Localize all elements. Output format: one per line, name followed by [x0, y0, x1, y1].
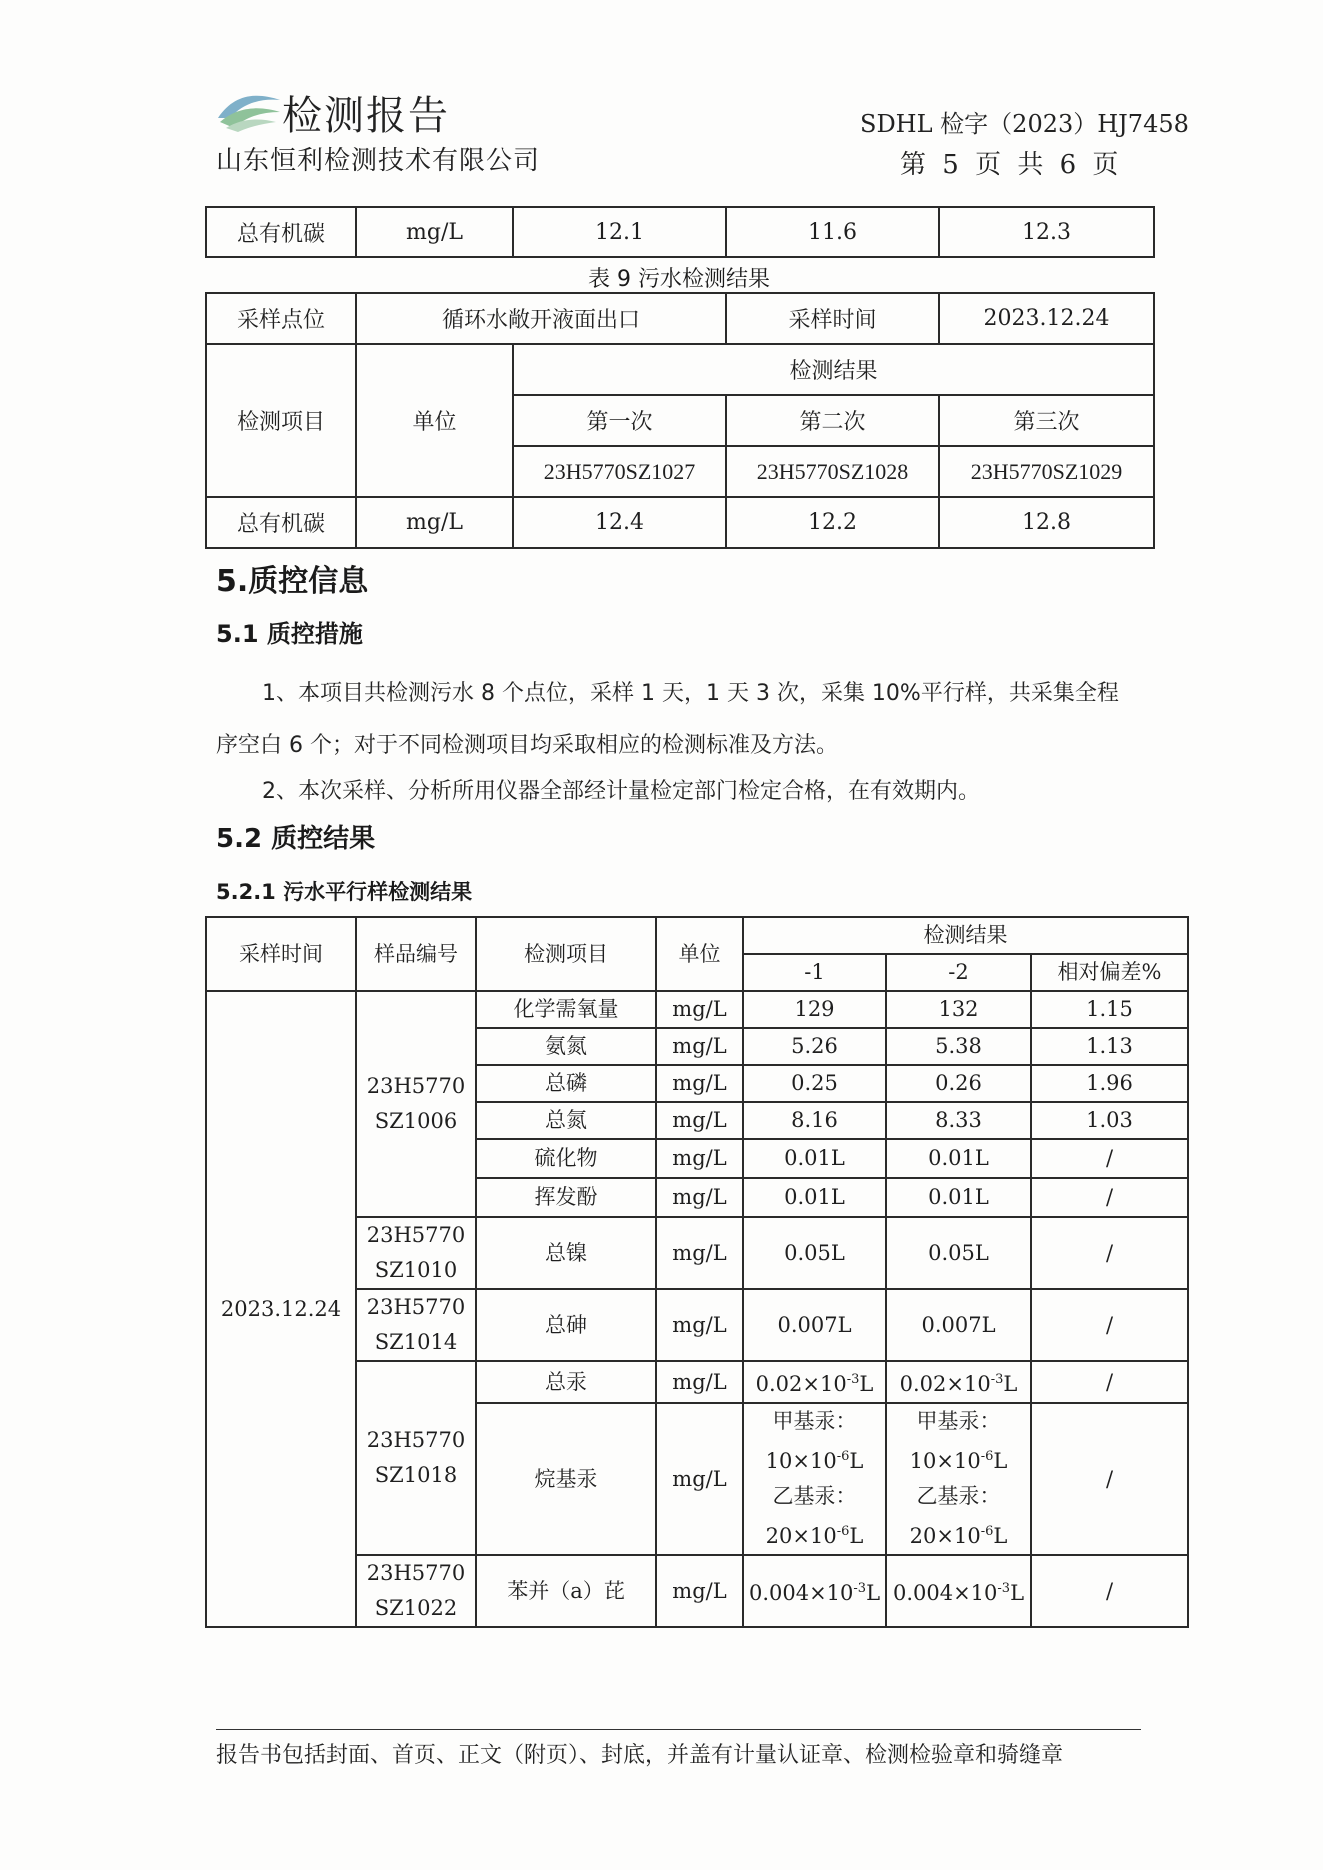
- sample-id-cell: [356, 1217, 476, 1289]
- document-number: SDHL 检字（2023）HJ7458: [860, 110, 1189, 138]
- value-cell: 12.1: [513, 207, 726, 257]
- unit-cell: mg/L: [656, 991, 743, 1028]
- item-cell: 总磷: [476, 1065, 656, 1102]
- value-cell: 0.05L: [743, 1217, 886, 1289]
- value-cell: 5.26: [743, 1028, 886, 1065]
- value-part: 0.02×10: [755, 1372, 847, 1396]
- deviation-cell: /: [1031, 1139, 1188, 1178]
- table9-caption: 表 9 污水检测结果: [588, 267, 770, 292]
- sample-id-part: 23H5770: [366, 1074, 466, 1098]
- value-part: L: [849, 1449, 864, 1473]
- exponent: -6: [836, 1449, 850, 1464]
- value-cell: 5.38: [886, 1028, 1031, 1065]
- deviation-cell: /: [1031, 1555, 1188, 1627]
- previous-table-tail: [205, 206, 1155, 258]
- value-part: L: [993, 1524, 1008, 1548]
- sample-id-part: SZ1022: [374, 1596, 458, 1620]
- item-cell: 化学需氧量: [476, 991, 656, 1028]
- value-cell: 12.8: [939, 497, 1154, 548]
- unit-cell: mg/L: [356, 207, 513, 257]
- paragraph-line: 1、本项目共检测污水 8 个点位，采样 1 天，1 天 3 次，采集 10%平行样，共采集全程: [262, 681, 1119, 706]
- value-cell: 0.01L: [886, 1178, 1031, 1217]
- header-cell: 样品编号: [356, 917, 476, 991]
- deviation-cell: 1.15: [1031, 991, 1188, 1028]
- footer-note: 报告书包括封面、首页、正文（附页）、封底，并盖有计量认证章、检测检验章和骑缝章: [216, 1743, 1064, 1768]
- item-cell: 烷基汞: [476, 1403, 656, 1555]
- sample-id-part: 23H5770: [366, 1428, 466, 1452]
- qc-parallel-table: [205, 916, 1189, 1628]
- unit-cell: mg/L: [656, 1361, 743, 1403]
- value-part: L: [1010, 1581, 1025, 1605]
- exponent: -3: [997, 1581, 1011, 1596]
- item-cell: 总汞: [476, 1361, 656, 1403]
- item-cell: 苯并（a）芘: [476, 1555, 656, 1627]
- value-cell: 0.007L: [743, 1289, 886, 1361]
- value-part: L: [849, 1524, 864, 1548]
- exponent: -6: [980, 1449, 994, 1464]
- paragraph-line: 2、本次采样、分析所用仪器全部经计量检定部门检定合格，在有效期内。: [262, 779, 980, 804]
- sample-id-part: 23H5770: [366, 1295, 466, 1319]
- table-row: [206, 293, 1154, 344]
- table-row: [206, 991, 1188, 1028]
- table-row: [206, 207, 1154, 257]
- value-cell: 8.16: [743, 1102, 886, 1139]
- item-cell: 总砷: [476, 1289, 656, 1361]
- sample-id-cell: [356, 1361, 476, 1555]
- point-label: 采样点位: [206, 293, 356, 344]
- value-cell: 0.01L: [886, 1139, 1031, 1178]
- round-header: 第二次: [726, 395, 939, 446]
- value-part: 20×10: [909, 1524, 981, 1548]
- deviation-cell: /: [1031, 1361, 1188, 1403]
- unit-cell: mg/L: [656, 1139, 743, 1178]
- value-cell: 0.01L: [743, 1178, 886, 1217]
- item-cell: 挥发酚: [476, 1178, 656, 1217]
- unit-cell: mg/L: [656, 1065, 743, 1102]
- header-cell: 检测项目: [476, 917, 656, 991]
- deviation-cell: /: [1031, 1403, 1188, 1555]
- item-cell: 总有机碳: [206, 497, 356, 548]
- value-cell: 12.2: [726, 497, 939, 548]
- value-part: L: [993, 1449, 1008, 1473]
- unit-cell: mg/L: [656, 1217, 743, 1289]
- sample-id: 23H5770SZ1028: [726, 446, 939, 497]
- table-row: [206, 344, 1154, 395]
- sample-id-part: 23H5770: [366, 1561, 466, 1585]
- page-number: 第 5 页 共 6 页: [900, 150, 1123, 180]
- sample-id: 23H5770SZ1029: [939, 446, 1154, 497]
- value-label: 乙基汞：: [772, 1484, 857, 1508]
- deviation-cell: /: [1031, 1289, 1188, 1361]
- subsubsection-heading: 5.2.1 污水平行样检测结果: [216, 880, 473, 904]
- item-cell: 总氮: [476, 1102, 656, 1139]
- header-cell: 相对偏差%: [1031, 954, 1188, 991]
- value-part: 10×10: [909, 1449, 981, 1473]
- unit-header: 单位: [356, 344, 513, 497]
- value-part: 20×10: [765, 1524, 837, 1548]
- paragraph-line: 序空白 6 个；对于不同检测项目均采取相应的检测标准及方法。: [216, 733, 838, 758]
- value-label: 甲基汞：: [772, 1409, 857, 1433]
- sample-id-cell: [356, 991, 476, 1217]
- item-cell: 硫化物: [476, 1139, 656, 1178]
- subsection-heading: 5.2 质控结果: [216, 824, 376, 854]
- value-part: L: [859, 1372, 874, 1396]
- round-header: 第三次: [939, 395, 1154, 446]
- unit-cell: mg/L: [656, 1028, 743, 1065]
- value-cell: [886, 1555, 1031, 1627]
- item-cell: 氨氮: [476, 1028, 656, 1065]
- item-cell: 总镍: [476, 1217, 656, 1289]
- header-cell: -1: [743, 954, 886, 991]
- unit-cell: mg/L: [656, 1403, 743, 1555]
- exponent: -6: [836, 1524, 850, 1539]
- sample-id-part: SZ1006: [374, 1109, 458, 1133]
- value-cell: 129: [743, 991, 886, 1028]
- company-logo: [216, 88, 282, 132]
- value-cell: 11.6: [726, 207, 939, 257]
- sample-id-cell: [356, 1555, 476, 1627]
- value-cell: 12.4: [513, 497, 726, 548]
- value-cell: 0.26: [886, 1065, 1031, 1102]
- value-part: 0.02×10: [899, 1372, 991, 1396]
- footer-divider: [216, 1729, 1141, 1730]
- report-title: 检测报告: [282, 93, 450, 139]
- value-cell: [886, 1403, 1031, 1555]
- deviation-cell: /: [1031, 1178, 1188, 1217]
- result-header: 检测结果: [513, 344, 1154, 395]
- value-cell: [886, 1361, 1031, 1403]
- value-cell: 0.05L: [886, 1217, 1031, 1289]
- value-cell: 132: [886, 991, 1031, 1028]
- value-cell: [743, 1555, 886, 1627]
- sample-id-part: 23H5770: [366, 1223, 466, 1247]
- value-cell: 12.3: [939, 207, 1154, 257]
- item-cell: 总有机碳: [206, 207, 356, 257]
- value-part: 10×10: [765, 1449, 837, 1473]
- unit-cell: mg/L: [656, 1102, 743, 1139]
- exponent: -3: [846, 1372, 860, 1387]
- value-cell: 8.33: [886, 1102, 1031, 1139]
- unit-cell: mg/L: [356, 497, 513, 548]
- unit-cell: mg/L: [656, 1555, 743, 1627]
- sample-id-part: SZ1018: [374, 1463, 458, 1487]
- sample-id-part: SZ1014: [374, 1330, 458, 1354]
- value-cell: 0.01L: [743, 1139, 886, 1178]
- sample-id-cell: [356, 1289, 476, 1361]
- value-part: 0.004×10: [892, 1581, 998, 1605]
- value-cell: [743, 1361, 886, 1403]
- value-part: L: [1003, 1372, 1018, 1396]
- header-cell: 检测结果: [743, 917, 1188, 954]
- deviation-cell: 1.96: [1031, 1065, 1188, 1102]
- deviation-cell: 1.03: [1031, 1102, 1188, 1139]
- deviation-cell: /: [1031, 1217, 1188, 1289]
- unit-cell: mg/L: [656, 1178, 743, 1217]
- header-cell: 单位: [656, 917, 743, 991]
- time-label: 采样时间: [726, 293, 939, 344]
- table9: [205, 292, 1155, 549]
- company-name: 山东恒利检测技术有限公司: [216, 146, 541, 176]
- unit-cell: mg/L: [656, 1289, 743, 1361]
- table-row: [206, 917, 1188, 954]
- exponent: -3: [853, 1581, 867, 1596]
- value-cell: 0.007L: [886, 1289, 1031, 1361]
- subsection-heading: 5.1 质控措施: [216, 620, 363, 648]
- value-cell: 0.25: [743, 1065, 886, 1102]
- value-label: 甲基汞：: [916, 1409, 1001, 1433]
- deviation-cell: 1.13: [1031, 1028, 1188, 1065]
- sampling-point: 循环水敞开液面出口: [356, 293, 726, 344]
- value-label: 乙基汞：: [916, 1484, 1001, 1508]
- exponent: -3: [990, 1372, 1004, 1387]
- value-part: 0.004×10: [748, 1581, 854, 1605]
- sample-id: 23H5770SZ1027: [513, 446, 726, 497]
- item-header: 检测项目: [206, 344, 356, 497]
- header-cell: -2: [886, 954, 1031, 991]
- table-row: [206, 497, 1154, 548]
- value-part: L: [866, 1581, 881, 1605]
- section-heading: 5.质控信息: [216, 564, 369, 599]
- header-cell: 采样时间: [206, 917, 356, 991]
- date-cell: 2023.12.24: [206, 991, 356, 1627]
- exponent: -6: [980, 1524, 994, 1539]
- value-cell: [743, 1403, 886, 1555]
- round-header: 第一次: [513, 395, 726, 446]
- sampling-time: 2023.12.24: [939, 293, 1154, 344]
- sample-id-part: SZ1010: [374, 1258, 458, 1282]
